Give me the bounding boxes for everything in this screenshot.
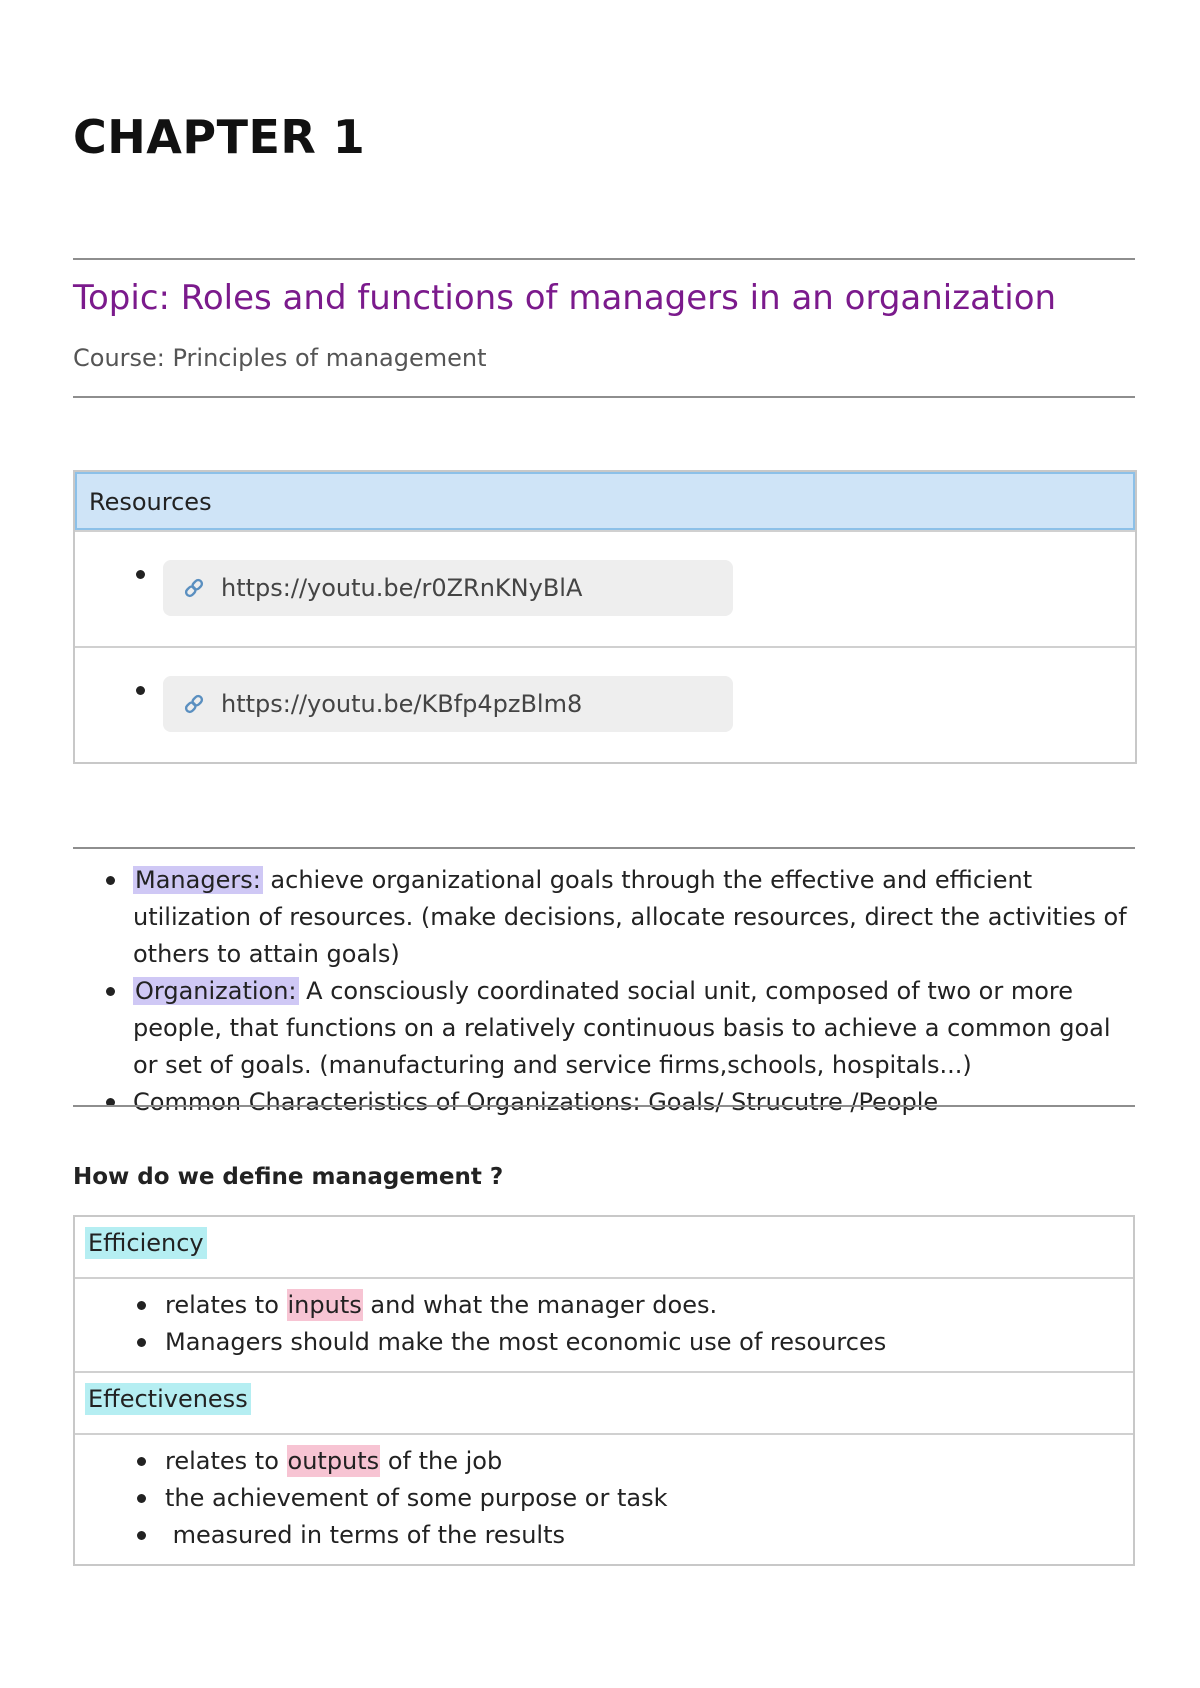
bullet-icon bbox=[137, 1301, 146, 1310]
item-text: relates to bbox=[165, 1447, 287, 1475]
item-text: measured in terms of the results bbox=[165, 1521, 565, 1549]
resource-row bbox=[75, 530, 1135, 646]
term-highlight: Organization: bbox=[135, 977, 297, 1005]
resource-link-url: https://youtu.be/KBfp4pzBlm8 bbox=[221, 690, 583, 718]
resources-header: Resources bbox=[75, 472, 1135, 530]
item-text: the achievement of some purpose or task bbox=[165, 1484, 668, 1512]
notes-list bbox=[73, 862, 1135, 1121]
course-label: Course: Principles of management bbox=[73, 344, 487, 372]
bullet-icon bbox=[136, 686, 145, 695]
divider bbox=[73, 847, 1135, 849]
resource-link-url: https://youtu.be/r0ZRnKNyBlA bbox=[221, 574, 583, 602]
efficiency-label: Efficiency bbox=[85, 1227, 207, 1259]
list-item bbox=[73, 1084, 1135, 1121]
effectiveness-label: Effectiveness bbox=[85, 1383, 251, 1415]
item-text: relates to bbox=[165, 1291, 287, 1319]
list-item bbox=[73, 862, 1135, 973]
list-item bbox=[75, 1287, 1133, 1324]
term-highlight: Managers: bbox=[135, 866, 261, 894]
resources-table bbox=[73, 470, 1137, 764]
list-item bbox=[73, 973, 1135, 1084]
bullet-icon bbox=[136, 570, 145, 579]
bullet-icon bbox=[106, 987, 115, 996]
efficiency-header bbox=[75, 1217, 1133, 1279]
chapter-title: CHAPTER 1 bbox=[73, 110, 366, 164]
divider bbox=[73, 1105, 1135, 1107]
definitions-table bbox=[73, 1215, 1135, 1566]
topic-heading: Topic: Roles and functions of managers in an organization bbox=[73, 278, 1057, 318]
resource-link[interactable] bbox=[163, 676, 733, 732]
link-icon bbox=[183, 693, 205, 715]
keyword-highlight: outputs bbox=[287, 1447, 380, 1475]
bullet-icon bbox=[137, 1494, 146, 1503]
item-text: Managers should make the most economic use of resources bbox=[165, 1328, 887, 1356]
list-item bbox=[75, 1480, 1133, 1517]
resource-row bbox=[75, 646, 1135, 762]
bullet-icon bbox=[137, 1338, 146, 1347]
list-item bbox=[75, 1324, 1133, 1361]
divider bbox=[73, 258, 1135, 260]
resource-link[interactable] bbox=[163, 560, 733, 616]
effectiveness-body bbox=[75, 1435, 1133, 1564]
keyword-highlight: inputs bbox=[287, 1291, 362, 1319]
bullet-icon bbox=[137, 1531, 146, 1540]
note-text: A consciously coordinated social unit, composed of two or more people, that functions on a relatively continuous basis to achieve a common goal or set of goals. (manufacturing and service firms,schools, hospitals...) bbox=[133, 977, 1111, 1079]
effectiveness-header bbox=[75, 1373, 1133, 1435]
item-text: of the job bbox=[380, 1447, 503, 1475]
section-question: How do we define management ? bbox=[73, 1164, 504, 1190]
list-item bbox=[75, 1517, 1133, 1554]
note-text: Common Characteristics of Organizations: Goals/ Strucutre /People bbox=[133, 1088, 939, 1116]
efficiency-body bbox=[75, 1279, 1133, 1373]
list-item bbox=[75, 1443, 1133, 1480]
bullet-icon bbox=[106, 876, 115, 885]
bullet-icon bbox=[137, 1457, 146, 1466]
link-icon bbox=[183, 577, 205, 599]
divider bbox=[73, 396, 1135, 398]
item-text: and what the manager does. bbox=[362, 1291, 718, 1319]
note-text: achieve organizational goals through the effective and efficient utilization of resources. (make decisions, allocate resources, direct the activities of others to attain goals) bbox=[133, 866, 1127, 968]
